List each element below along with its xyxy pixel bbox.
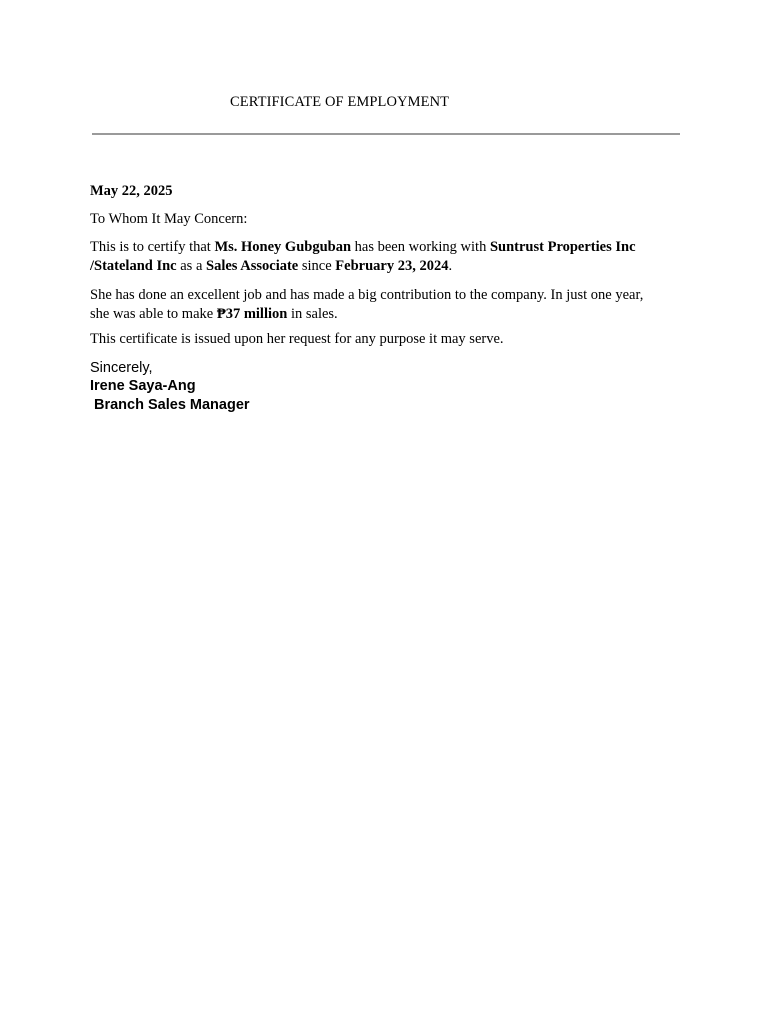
salutation: To Whom It May Concern: (90, 211, 248, 227)
purpose-paragraph: This certificate is issued upon her request for any purpose it may serve. (90, 331, 504, 347)
start-date: February 23, 2024 (335, 258, 449, 274)
signer-name: Irene Saya-Ang (90, 378, 196, 394)
signer-title: Branch Sales Manager (94, 397, 250, 413)
performance-paragraph (90, 286, 680, 324)
paragraph-text: has been working with (351, 239, 490, 255)
company-name-part2: /Stateland Inc (90, 258, 177, 274)
sales-amount: ₱37 million (216, 306, 288, 322)
closing-sincerely: Sincerely, (90, 360, 153, 376)
job-position: Sales Associate (206, 258, 299, 274)
paragraph-text: . (448, 258, 453, 274)
paragraph-text: She has done an excellent job and has made a big contribution to the company. In just one year, (90, 287, 644, 303)
company-name-part1: Suntrust Properties Inc (489, 239, 636, 255)
letter-date: May 22, 2025 (90, 183, 173, 199)
title-divider (92, 133, 680, 135)
paragraph-text: as a (176, 258, 207, 274)
paragraph-text: since (298, 258, 336, 274)
paragraph-text: in sales. (287, 306, 338, 322)
paragraph-text: This is to certify that (90, 239, 215, 255)
employee-name: Ms. Honey Gubguban (214, 239, 352, 255)
paragraph-text: she was able to make (90, 306, 217, 322)
document-title: CERTIFICATE OF EMPLOYMENT (230, 94, 450, 110)
certification-paragraph (90, 238, 680, 276)
